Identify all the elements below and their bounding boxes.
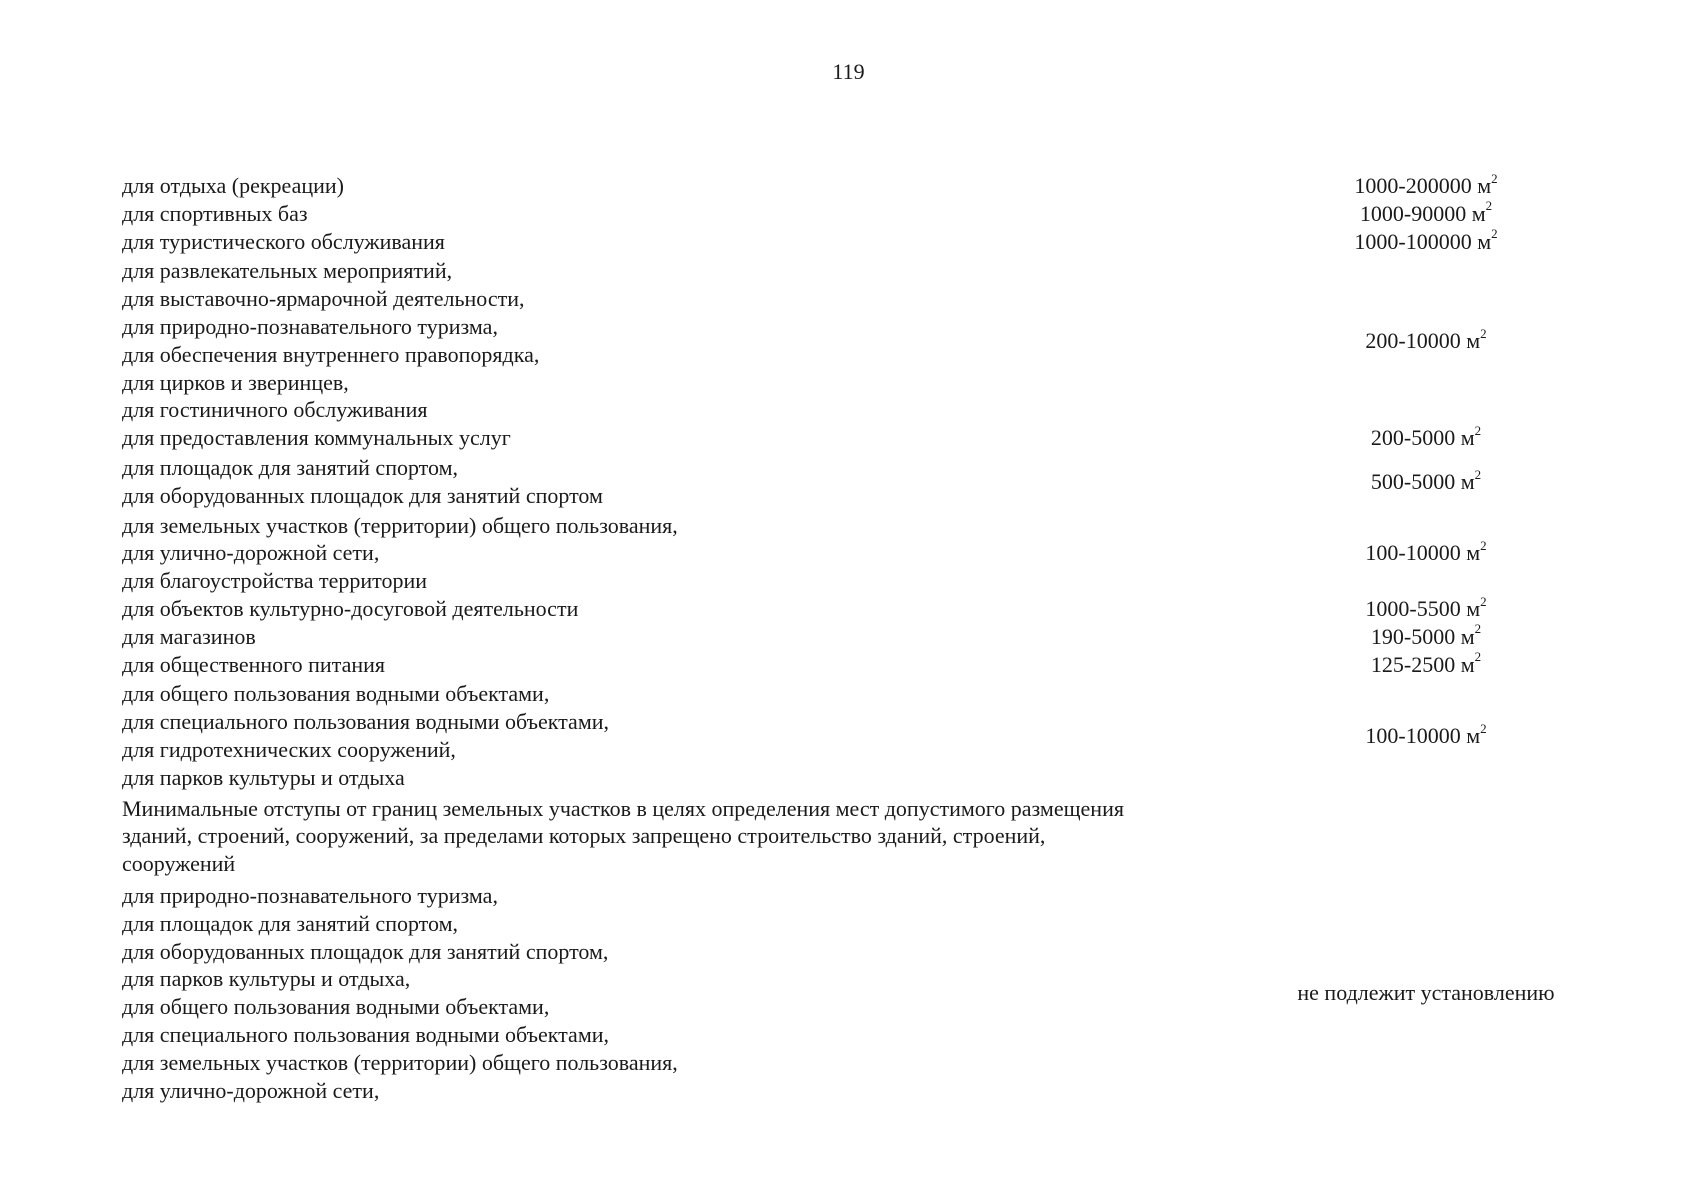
table-row xyxy=(122,172,1582,200)
heading-line: зданий, строений, сооружений, за пределами которых запрещено строительство зданий, строений, xyxy=(122,823,1046,849)
unit-power: 2 xyxy=(1491,226,1498,242)
area-value xyxy=(1270,200,1582,228)
purpose-line: для земельных участков (территории) общего пользования, xyxy=(122,1049,678,1075)
purpose-line: для спортивных баз xyxy=(122,200,308,226)
document-body xyxy=(122,172,1582,1104)
purpose-list xyxy=(122,257,1270,424)
area-value xyxy=(1270,539,1582,567)
area-value xyxy=(1270,228,1582,256)
purpose-list xyxy=(122,454,1270,510)
area-value xyxy=(1270,651,1582,679)
area-value-text: 125-2500 м xyxy=(1370,651,1475,677)
table-row xyxy=(122,454,1582,510)
area-value-text: 1000-200000 м xyxy=(1354,173,1492,198)
heading-line: Минимальные отступы от границ земельных участков в целях определения мест допустимого размещения xyxy=(122,795,1124,821)
purpose-line: для парков культуры и отдыха xyxy=(122,764,405,790)
unit-power: 2 xyxy=(1491,170,1498,186)
unit-power: 2 xyxy=(1474,621,1482,637)
area-value-text: 200-10000 м xyxy=(1365,327,1481,353)
purpose-list xyxy=(122,680,1270,791)
unit-power: 2 xyxy=(1485,198,1493,214)
table-row xyxy=(122,200,1582,228)
purpose-line: для отдыха (рекреации) xyxy=(122,173,344,198)
area-value-text: 1000-100000 м xyxy=(1354,228,1492,254)
unit-power: 2 xyxy=(1480,538,1487,554)
section-heading xyxy=(122,795,1270,878)
purpose-line: для общественного питания xyxy=(122,651,386,677)
purpose-list xyxy=(122,200,1270,228)
unit-power: 2 xyxy=(1474,649,1482,665)
setback-value xyxy=(1270,979,1582,1007)
purpose-list xyxy=(122,512,1270,595)
table-row xyxy=(122,424,1582,452)
unit-power: 2 xyxy=(1474,422,1482,438)
purpose-line: для оборудованных площадок для занятий спортом xyxy=(122,482,603,508)
purpose-line: для туристического обслуживания xyxy=(122,228,445,254)
purpose-list xyxy=(122,172,1270,200)
purpose-line: для улично-дорожной сети, xyxy=(122,1077,380,1103)
area-value-text: 100-10000 м xyxy=(1365,540,1481,566)
purpose-line: для оборудованных площадок для занятий спортом, xyxy=(122,938,609,964)
purpose-list xyxy=(122,623,1270,651)
purpose-line: для природно-познавательного туризма, xyxy=(122,313,498,339)
purpose-line: для земельных участков (территории) общего пользования, xyxy=(122,512,678,538)
area-value-text: 200-5000 м xyxy=(1370,425,1475,451)
area-value-text: 1000-5500 м xyxy=(1365,595,1481,621)
purpose-line: для развлекательных мероприятий, xyxy=(122,258,453,284)
purpose-line: для парков культуры и отдыха, xyxy=(122,966,411,992)
area-value xyxy=(1270,722,1582,750)
table-row xyxy=(122,257,1582,424)
table-row xyxy=(122,680,1582,791)
purpose-line: для цирков и зверинцев, xyxy=(122,369,349,395)
area-value xyxy=(1270,468,1582,496)
area-value xyxy=(1270,623,1582,651)
heading-line: сооружений xyxy=(122,851,236,877)
unit-power: 2 xyxy=(1480,720,1487,736)
table-row xyxy=(122,228,1582,256)
table-row xyxy=(122,651,1582,679)
purpose-list xyxy=(122,228,1270,256)
purpose-line: для общего пользования водными объектами, xyxy=(122,994,550,1020)
purpose-line: для выставочно-ярмарочной деятельности, xyxy=(122,286,525,312)
table-row xyxy=(122,623,1582,651)
setback-value-text: не подлежит установлению xyxy=(1297,980,1555,1006)
purpose-line: для гостиничного обслуживания xyxy=(122,397,428,423)
table-row xyxy=(122,512,1582,595)
table-row xyxy=(122,595,1582,623)
area-value xyxy=(1270,327,1582,355)
table-row xyxy=(122,882,1582,1104)
purpose-list xyxy=(122,651,1270,679)
purpose-line: для благоустройства территории xyxy=(122,568,428,594)
purpose-line: для природно-познавательного туризма, xyxy=(122,882,498,908)
purpose-line: для площадок для занятий спортом, xyxy=(122,910,459,936)
area-value xyxy=(1270,424,1582,452)
area-value xyxy=(1270,172,1582,200)
purpose-line: для улично-дорожной сети, xyxy=(122,540,380,566)
purpose-line: для объектов культурно-досуговой деятельности xyxy=(122,595,579,621)
purpose-line: для гидротехнических сооружений, xyxy=(122,736,456,762)
purpose-line: для общего пользования водными объектами, xyxy=(122,681,550,707)
area-value-text: 190-5000 м xyxy=(1370,623,1475,649)
area-value-text: 100-10000 м xyxy=(1365,723,1481,749)
unit-power: 2 xyxy=(1474,466,1482,482)
area-value xyxy=(1270,595,1582,623)
purpose-line: для магазинов xyxy=(122,623,256,649)
purpose-line: для площадок для занятий спортом, xyxy=(122,454,459,480)
unit-power: 2 xyxy=(1480,325,1487,341)
area-value-text: 1000-90000 м xyxy=(1359,200,1486,226)
purpose-line: для специального пользования водными объектами, xyxy=(122,1021,610,1047)
purpose-list xyxy=(122,424,1270,452)
purpose-list xyxy=(122,882,1270,1104)
purpose-line: для обеспечения внутреннего правопорядка, xyxy=(122,341,540,367)
page-number: 119 xyxy=(832,59,865,84)
area-value-text: 500-5000 м xyxy=(1370,468,1475,494)
unit-power: 2 xyxy=(1480,593,1487,609)
purpose-list xyxy=(122,595,1270,623)
purpose-line: для предоставления коммунальных услуг xyxy=(122,425,511,451)
purpose-line: для специального пользования водными объектами, xyxy=(122,709,610,735)
